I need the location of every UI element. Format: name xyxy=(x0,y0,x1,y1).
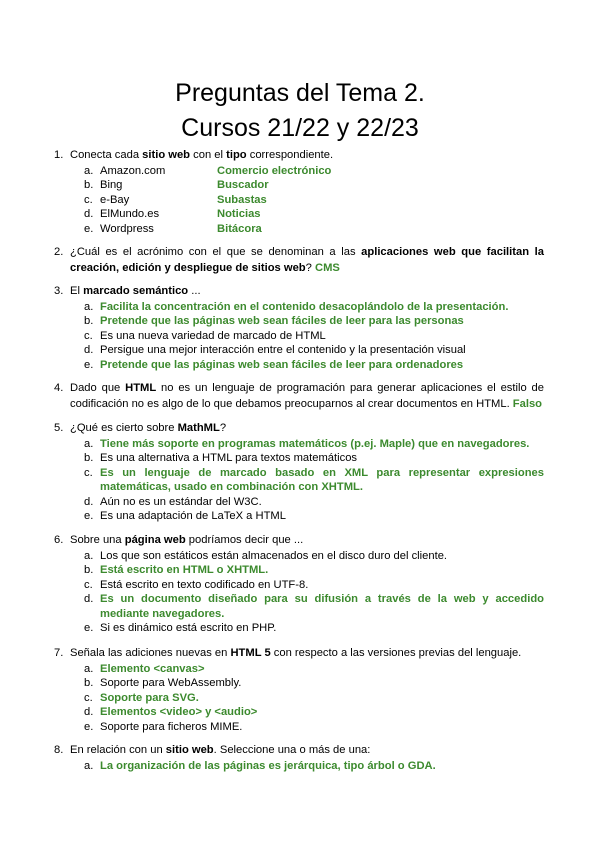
text-run: con respecto a las versiones previas del lenguaje. xyxy=(270,647,522,659)
option-item xyxy=(54,300,544,315)
option-list xyxy=(54,437,544,524)
site-type: Subastas xyxy=(217,193,267,206)
question-text xyxy=(70,148,544,164)
question-text xyxy=(70,533,544,549)
option-text: Soporte para WebAssembly. xyxy=(100,677,242,689)
pair-list xyxy=(54,164,544,237)
text-run: En relación con un xyxy=(70,744,166,756)
option-item xyxy=(54,509,544,524)
option-letter: e. xyxy=(84,622,94,634)
option-text: Soporte para ficheros MIME. xyxy=(100,720,243,733)
option-letter: b. xyxy=(84,677,94,689)
option-letter: b. xyxy=(84,564,94,576)
site-name: e-Bay xyxy=(100,193,130,206)
option-item xyxy=(54,329,544,344)
option-letter: e. xyxy=(84,510,94,522)
option-item xyxy=(54,358,544,373)
pair-item xyxy=(54,222,544,237)
option-letter: a. xyxy=(84,164,94,177)
correct-option-text: Elementos <video> y <audio> xyxy=(100,706,258,718)
text-run: ? xyxy=(219,422,227,434)
option-letter: b. xyxy=(84,452,94,464)
question-number: 5. xyxy=(54,422,64,434)
option-letter: c. xyxy=(84,466,93,479)
bold-run: HTML xyxy=(125,382,157,394)
correct-option-text: Facilita la concentración en el contenido desacoplándolo de la presentación. xyxy=(100,300,509,313)
option-item xyxy=(54,691,544,706)
option-text: Es una alternativa a HTML para textos matemáticos xyxy=(100,452,358,464)
option-item xyxy=(54,662,544,677)
option-text: Persigue una mejor interacción entre el contenido y la presentación visual xyxy=(100,344,466,356)
correct-option-text: La organización de las páginas es jerárquica, tipo árbol o GDA. xyxy=(100,759,436,772)
option-text: Aún no es un estándar del W3C. xyxy=(100,495,262,508)
answer: CMS xyxy=(314,261,340,274)
option-letter: d. xyxy=(84,344,94,356)
bold-run: sitio web xyxy=(142,149,191,161)
option-letter: e. xyxy=(84,720,94,733)
correct-option-text: Tiene más soporte en programas matemáticos (p.ej. Maple) que en navegadores. xyxy=(100,437,530,450)
site-type: Noticias xyxy=(217,208,261,220)
option-item xyxy=(54,314,544,329)
option-list xyxy=(54,549,544,636)
question-number: 1. xyxy=(54,149,64,161)
option-letter: d. xyxy=(84,208,94,220)
correct-option-text: Es un lenguaje de marcado basado en XML para representar expresiones matemáticas, usado en combinación con XHTML. xyxy=(100,466,544,493)
option-letter: d. xyxy=(84,495,94,508)
site-type: Buscador xyxy=(217,179,269,191)
bold-run: aplicaciones web que facilitan la creación, edición y despliegue de sitios web xyxy=(70,246,544,274)
bold-run: sitio web xyxy=(165,744,214,756)
question-number: 4. xyxy=(54,382,64,394)
option-text: Los que son estáticos están almacenados en el disco duro del cliente. xyxy=(100,549,448,562)
correct-option-text: Elemento <canvas> xyxy=(100,662,205,675)
question-text xyxy=(70,381,544,412)
text-run: correspondiente. xyxy=(246,149,334,161)
correct-option-text: Está escrito en HTML o XHTML. xyxy=(100,564,269,576)
option-list xyxy=(54,759,544,774)
option-list xyxy=(54,300,544,373)
option-item xyxy=(54,720,544,735)
site-name: Bing xyxy=(100,179,123,191)
option-letter: c. xyxy=(84,691,93,704)
text-run: no es un lenguaje de programación para generar aplicaciones el estilo de codificación no es algo de lo que debamos preocuparnos al crear documentos en HTML. xyxy=(70,382,544,410)
question-text xyxy=(70,245,544,276)
question-text xyxy=(70,646,544,662)
option-letter: b. xyxy=(84,315,94,327)
option-text: Está escrito en texto codificado en UTF-8. xyxy=(100,578,309,591)
option-item xyxy=(54,451,544,466)
option-item xyxy=(54,343,544,358)
pair-item xyxy=(54,164,544,179)
option-letter: d. xyxy=(84,706,94,718)
page-title-line-2: Cursos 21/22 y 22/23 xyxy=(181,114,419,142)
text-run: podríamos decir que ... xyxy=(185,534,304,546)
text-run: ... xyxy=(188,285,201,297)
question-text xyxy=(70,743,544,759)
text-run: ¿Cuál es el acrónimo con el que se denominan a las xyxy=(70,246,362,258)
question-5 xyxy=(54,421,544,524)
option-letter: a. xyxy=(84,759,94,772)
bold-run: HTML 5 xyxy=(230,647,271,659)
option-letter: c. xyxy=(84,329,93,342)
site-name: Wordpress xyxy=(100,222,154,235)
question-3 xyxy=(54,284,544,372)
answer: Falso xyxy=(512,397,543,410)
bold-run: MathML xyxy=(177,422,220,434)
option-item xyxy=(54,549,544,564)
option-letter: c. xyxy=(84,193,93,206)
option-item xyxy=(54,621,544,636)
text-run: Señala las adiciones nuevas en xyxy=(70,647,231,659)
correct-option-text: Pretende que las páginas web sean fáciles de leer para ordenadores xyxy=(100,358,464,371)
question-8 xyxy=(54,743,544,773)
text-run: con el xyxy=(190,149,227,161)
text-run: El xyxy=(70,285,84,297)
bold-run: página web xyxy=(124,534,186,546)
option-letter: b. xyxy=(84,179,94,191)
option-letter: c. xyxy=(84,578,93,591)
option-item xyxy=(54,592,544,621)
question-7 xyxy=(54,646,544,734)
question-number: 6. xyxy=(54,534,64,546)
question-number: 7. xyxy=(54,647,64,659)
question-number: 8. xyxy=(54,744,64,756)
option-letter: a. xyxy=(84,662,94,675)
correct-option-text: Soporte para SVG. xyxy=(100,691,199,704)
option-item xyxy=(54,563,544,578)
text-run: . Seleccione una o más de una: xyxy=(213,744,371,756)
option-list xyxy=(54,662,544,735)
option-text: Es una adaptación de LaTeX a HTML xyxy=(100,510,286,522)
bold-run: tipo xyxy=(226,149,247,161)
site-type: Bitácora xyxy=(217,222,262,235)
option-item xyxy=(54,676,544,691)
text-run: ¿Qué es cierto sobre xyxy=(70,422,178,434)
text-run: Conecta cada xyxy=(70,149,143,161)
site-name: ElMundo.es xyxy=(100,208,160,220)
option-item xyxy=(54,437,544,452)
question-text xyxy=(70,421,544,437)
site-name: Amazon.com xyxy=(100,164,166,177)
correct-option-text: Es un documento diseñado para su difusión a través de la web y accedido mediante navegadores. xyxy=(100,593,544,620)
site-type: Comercio electrónico xyxy=(217,164,332,177)
question-4 xyxy=(54,381,544,412)
question-number: 2. xyxy=(54,246,64,258)
option-letter: a. xyxy=(84,300,94,313)
question-2 xyxy=(54,245,544,276)
page-title-line-1: Preguntas del Tema 2. xyxy=(175,79,425,107)
option-text: Es una nueva variedad de marcado de HTML xyxy=(100,329,326,342)
option-letter: a. xyxy=(84,549,94,562)
correct-option-text: Pretende que las páginas web sean fáciles de leer para las personas xyxy=(100,315,464,327)
option-item xyxy=(54,705,544,720)
option-letter: a. xyxy=(84,437,94,450)
pair-item xyxy=(54,193,544,208)
option-letter: e. xyxy=(84,358,94,371)
pair-item xyxy=(54,207,544,222)
option-item xyxy=(54,759,544,774)
option-text: Si es dinámico está escrito en PHP. xyxy=(100,622,277,634)
question-text xyxy=(70,284,544,300)
question-6 xyxy=(54,533,544,636)
option-letter: e. xyxy=(84,222,94,235)
option-item xyxy=(54,495,544,510)
question-number: 3. xyxy=(54,285,64,297)
question-1 xyxy=(54,148,544,236)
bold-run: marcado semántico xyxy=(83,285,189,297)
text-run: Sobre una xyxy=(70,534,125,546)
pair-item xyxy=(54,178,544,193)
text-run: Dado que xyxy=(70,382,126,394)
option-item xyxy=(54,466,544,495)
option-letter: d. xyxy=(84,593,94,605)
option-item xyxy=(54,578,544,593)
text-run: ? xyxy=(305,261,315,274)
